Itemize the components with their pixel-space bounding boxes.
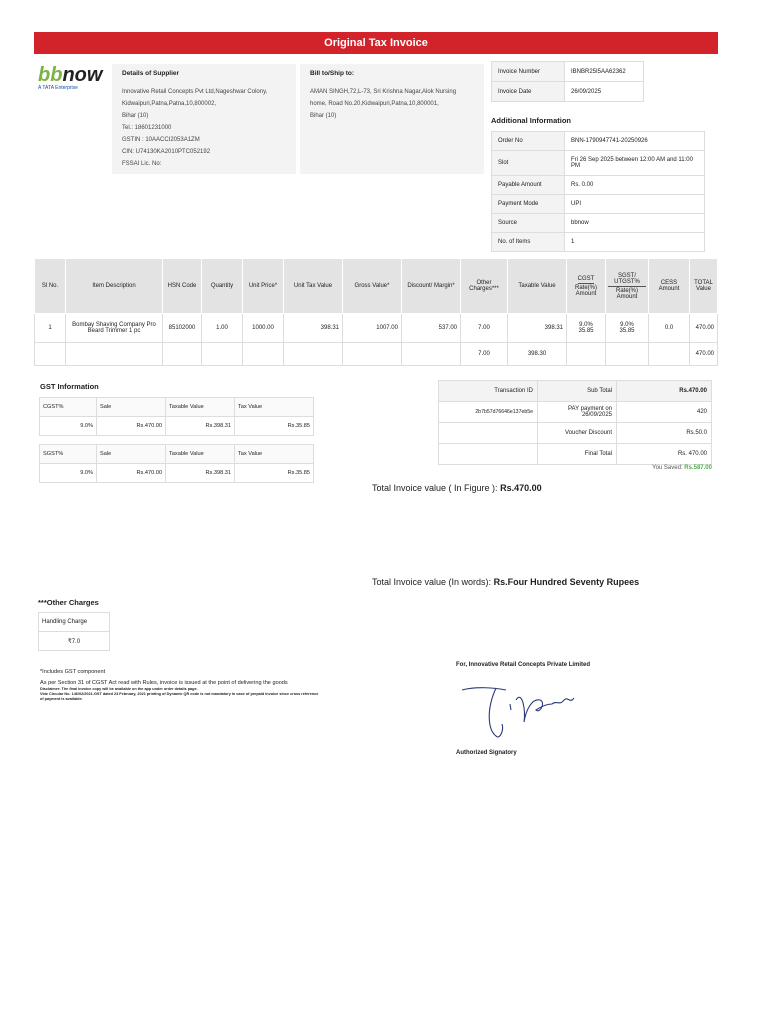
invoice-date: 26/09/2025: [565, 82, 644, 102]
cgst-sub: Rate(%) Amount: [574, 284, 597, 297]
section-note: As per Section 31 of CGST Act read with Rules, invoice is issued at the point of delivering the goods: [40, 679, 288, 686]
col-hsn: HSN Code: [163, 259, 202, 314]
voucher-label: Voucher Discount: [538, 423, 617, 444]
cgst-h2: Sale: [97, 398, 166, 417]
items-header-row: [35, 259, 718, 314]
col-unit-tax: Unit Tax Value: [284, 259, 343, 314]
cgst-rate-val: 9.0%: [40, 417, 97, 436]
cgst-label: CGST: [577, 275, 595, 282]
item-cess: 0.0: [649, 314, 690, 343]
invoice-title: Original Tax Invoice: [324, 37, 428, 49]
billto-heading: Bill to/Ship to:: [310, 70, 355, 77]
cgst-amount: 35.85: [578, 328, 594, 334]
bbnow-logo: [38, 64, 108, 100]
sgst-taxable: Rs.398.31: [166, 464, 235, 483]
supplier-line: GSTIN : 10AACCI2053A1ZM: [122, 137, 200, 143]
order-no-label: Order No: [492, 132, 565, 151]
payable-amount-label: Payable Amount: [492, 176, 565, 195]
circular-note: Vide Circular No. 146/02/2021-GST dated 23 February, 2021 printing of Dynamic QR code is not mandatory in case of prepaid invoice since cross reference of payment is available.: [40, 692, 319, 701]
total-taxable: 398.30: [508, 343, 567, 366]
invoice-notes: [40, 669, 320, 702]
additional-info-heading: Additional Information: [491, 116, 571, 125]
cgst-h3: Taxable Value: [166, 398, 235, 417]
supplier-line: CIN: U74130KA2010PTC052192: [122, 149, 211, 155]
signatory-company: For, Innovative Retail Concepts Private Limited: [456, 662, 591, 668]
items-count: 1: [565, 233, 705, 252]
sgst-rate-val: 9.0%: [40, 464, 97, 483]
saved-label: You Saved:: [652, 465, 683, 471]
total-words-value: Rs.Four Hundred Seventy Rupees: [493, 577, 640, 587]
col-gross: Gross Value*: [343, 259, 402, 314]
sgst-rate: 9.0%: [620, 322, 634, 328]
sgst-sale: Rs.470.00: [97, 464, 166, 483]
cgst-tax: Rs.35.85: [235, 417, 314, 436]
supplier-line: Tel.: 18601231000: [122, 125, 172, 131]
cgst-rate: 9.0%: [579, 322, 593, 328]
cgst-h4: Tax Value: [235, 398, 314, 417]
handling-charge-value: ₹7.0: [39, 632, 110, 651]
transaction-table: [438, 380, 712, 465]
total-figure: [372, 483, 542, 493]
txn-id-label: Transaction ID: [439, 381, 538, 402]
gst-note: *Includes GST component: [40, 669, 106, 675]
slot: Fri 26 Sep 2025 between 12:00 AM and 11:00 PM: [565, 151, 705, 176]
col-qty: Quantity: [202, 259, 243, 314]
pay-amount: 420: [617, 402, 712, 423]
supplier-line: Innovative Retail Concepts Pvt Ltd,Nageshwar Colony,: [122, 89, 268, 95]
item-desc: Bombay Shaving Company Pro Beard Trimmer 1 pc: [66, 314, 163, 343]
cgst-h1: CGST%: [40, 398, 97, 417]
pay-label: PAY payment on 26/09/2025: [538, 402, 617, 423]
sgst-tax: Rs.35.85: [235, 464, 314, 483]
subtotal-label: Sub Total: [538, 381, 617, 402]
col-discount: Discount/ Margin*: [402, 259, 461, 314]
sgst-h4: Tax Value: [235, 445, 314, 464]
handling-charge-label: Handling Charge: [39, 613, 110, 632]
col-total: TOTAL Value: [690, 259, 718, 314]
signature-image: [456, 670, 576, 742]
invoice-title-banner: [34, 32, 718, 54]
cgst-taxable: Rs.398.31: [166, 417, 235, 436]
total-figure-value: Rs.470.00: [500, 483, 542, 493]
invoice-number-label: Invoice Number: [492, 62, 565, 82]
supplier-line: Kidwaipuri,Patna,Patna,10,800002,: [122, 101, 217, 107]
payment-mode-label: Payment Mode: [492, 195, 565, 214]
voucher-discount: Rs.50.0: [617, 423, 712, 444]
col-other: Other Charges***: [461, 259, 508, 314]
invoice-date-label: Invoice Date: [492, 82, 565, 102]
billto-line: home, Road No.20,Kidwaipuri,Patna,10,800001,: [310, 101, 439, 107]
item-sl: 1: [35, 314, 66, 343]
slot-label: Slot: [492, 151, 565, 176]
col-cess: CESS Amount: [649, 259, 690, 314]
payable-amount: Rs. 0.00: [565, 176, 705, 195]
item-discount: 537.00: [402, 314, 461, 343]
totals-row: [35, 343, 718, 366]
additional-info-table: [491, 131, 705, 252]
item-unit-tax: 398.31: [284, 314, 343, 343]
sgst-h2: Sale: [97, 445, 166, 464]
sgst-table: [39, 444, 314, 483]
item-other: 7.00: [461, 314, 508, 343]
billto-line: AMAN SINGH,72,L-73, Sri Krishna Nagar,Alok Nursing: [310, 89, 457, 95]
item-hsn: 85102000: [163, 314, 202, 343]
cgst-sale: Rs.470.00: [97, 417, 166, 436]
sgst-amount: 35.85: [619, 328, 635, 334]
invoice-info-table: [491, 61, 644, 102]
source-label: Source: [492, 214, 565, 233]
item-qty: 1.00: [202, 314, 243, 343]
order-no: BNN-1790947741-20250926: [565, 132, 705, 151]
sgst-label: SGST/ UTGST%: [608, 273, 646, 287]
invoice-number: IBNBR25I5AA62362: [565, 62, 644, 82]
txn-id: 2b7b57d76646e137eb5e: [439, 402, 538, 423]
col-unit-price: Unit Price*: [243, 259, 284, 314]
total-words-label: Total Invoice value (In words):: [372, 577, 492, 587]
cgst-table: [39, 397, 314, 436]
col-desc: Item Description: [66, 259, 163, 314]
disclaimer: Disclaimer: The final invoice copy will be available on the app under order details page.: [40, 687, 198, 691]
table-row: [35, 314, 718, 343]
supplier-details: [112, 64, 296, 174]
billto-line: Bihar (10): [310, 113, 337, 119]
logo-now: now: [62, 64, 103, 86]
final-total: Rs. 470.00: [617, 444, 712, 465]
item-cgst: [567, 314, 606, 343]
item-sgst: [606, 314, 649, 343]
source: bbnow: [565, 214, 705, 233]
col-taxable: Taxable Value: [508, 259, 567, 314]
sgst-h1: SGST%: [40, 445, 97, 464]
supplier-line: Bihar (10): [122, 113, 149, 119]
item-unit-price: 1000.00: [243, 314, 284, 343]
you-saved: [560, 465, 712, 471]
items-count-label: No. of Items: [492, 233, 565, 252]
total-figure-label: Total Invoice value ( In Figure ):: [372, 483, 498, 493]
logo-tagline: A TATA Enterprise: [38, 85, 78, 91]
total-words: [372, 577, 639, 587]
item-total: 470.00: [690, 314, 718, 343]
payment-mode: UPI: [565, 195, 705, 214]
final-label: Final Total: [538, 444, 617, 465]
total-value: 470.00: [690, 343, 718, 366]
col-sl: Sl No.: [35, 259, 66, 314]
sgst-h3: Taxable Value: [166, 445, 235, 464]
bill-to-details: [300, 64, 484, 174]
logo-bb: bb: [38, 64, 63, 86]
other-charges-table: [38, 612, 110, 651]
total-other: 7.00: [461, 343, 508, 366]
authorized-signatory: Authorized Signatory: [456, 750, 517, 756]
col-cgst: [567, 259, 606, 314]
supplier-line: FSSAI Lic. No:: [122, 161, 162, 167]
item-taxable: 398.31: [508, 314, 567, 343]
items-table: [34, 258, 718, 366]
saved-amount: Rs.587.00: [684, 465, 712, 471]
gst-info-heading: GST Information: [40, 382, 99, 391]
supplier-heading: Details of Supplier: [122, 70, 180, 77]
item-gross: 1007.00: [343, 314, 402, 343]
other-charges-heading: ***Other Charges: [38, 598, 99, 607]
sgst-sub: Rate(%) Amount: [615, 287, 638, 300]
subtotal: Rs.470.00: [617, 381, 712, 402]
col-sgst: [606, 259, 649, 314]
